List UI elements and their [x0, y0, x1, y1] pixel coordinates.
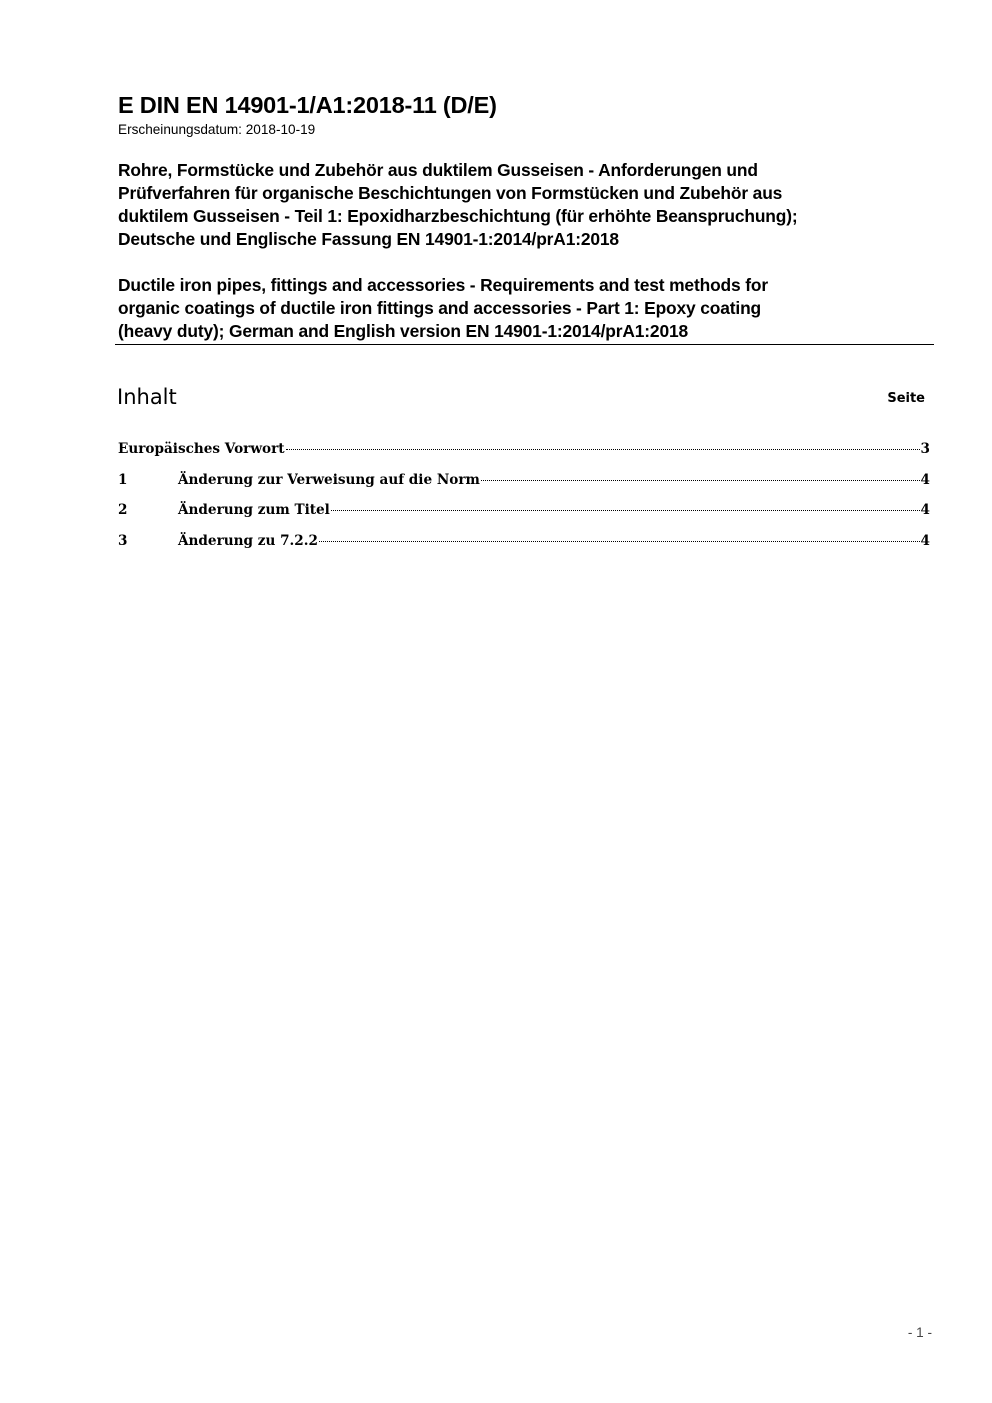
- title-german-line: Deutsche und Englische Fassung EN 14901-1:2014/prA1:2018: [118, 229, 619, 249]
- toc-leader-dots: [319, 541, 920, 542]
- title-german-line: duktilem Gusseisen - Teil 1: Epoxidharzbeschichtung (für erhöhte Beanspruchung);: [118, 206, 798, 226]
- title-english-line: Ductile iron pipes, fittings and accessories - Requirements and test methods for: [118, 275, 768, 295]
- toc-entry-page: 4: [920, 471, 930, 488]
- toc-entry-page: 4: [920, 533, 930, 550]
- toc-leader-dots: [331, 510, 920, 511]
- table-of-contents: [118, 439, 930, 562]
- title-divider: [115, 344, 934, 345]
- toc-heading: Inhalt: [117, 385, 177, 409]
- toc-entry-page: 4: [920, 502, 930, 519]
- publication-date: Erscheinungsdatum: 2018-10-19: [118, 122, 316, 137]
- title-english: [118, 274, 918, 343]
- title-german-line: Prüfverfahren für organische Beschichtungen von Formstücken und Zubehör aus: [118, 183, 783, 203]
- toc-entry-text: Änderung zur Verweisung auf die Norm: [178, 471, 480, 488]
- toc-entry-text: Änderung zum Titel: [178, 502, 330, 519]
- toc-page-column-label: Seite: [887, 391, 925, 406]
- title-english-line: organic coatings of ductile iron fittings and accessories - Part 1: Epoxy coating: [118, 298, 762, 318]
- toc-entry-number: 1: [118, 471, 128, 488]
- title-german-line: Rohre, Formstücke und Zubehör aus duktilem Gusseisen - Anforderungen und: [118, 160, 758, 180]
- toc-leader-dots: [286, 449, 920, 450]
- toc-entry-european-foreword[interactable]: [118, 439, 930, 470]
- toc-entry-page: 3: [920, 441, 930, 457]
- page-number: - 1 -: [907, 1325, 932, 1340]
- toc-entry-1[interactable]: [118, 470, 930, 501]
- title-english-line: (heavy duty); German and English version EN 14901-1:2014/prA1:2018: [118, 321, 689, 341]
- toc-entry-3[interactable]: [118, 531, 930, 562]
- title-german: [118, 159, 918, 251]
- document-id: E DIN EN 14901-1/A1:2018-11 (D/E): [118, 92, 497, 118]
- toc-entry-text: Europäisches Vorwort: [118, 441, 285, 457]
- toc-entry-text: Änderung zu 7.2.2: [178, 533, 318, 550]
- toc-leader-dots: [481, 480, 920, 481]
- toc-entry-number: 3: [118, 533, 128, 550]
- toc-entry-2[interactable]: [118, 500, 930, 531]
- toc-entry-number: 2: [118, 502, 128, 519]
